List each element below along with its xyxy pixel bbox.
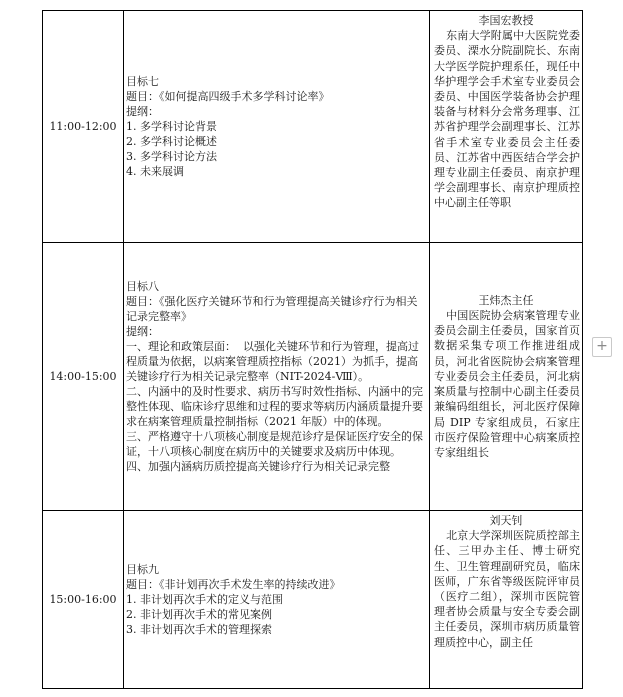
topic-line: 目标八 — [126, 280, 159, 293]
speaker-cell — [430, 11, 583, 243]
topic-cell — [124, 243, 430, 511]
topic-line: 一、理论和政策层面： 以强化关键环节和行为管理，提高过程质量为依据，以病案管理质控指标（2021）为抓手，提高关键诊疗行为相关记录完整率（NIT-2024-Ⅷ）。 — [126, 340, 419, 383]
topic-cell — [124, 511, 430, 689]
topic-line: 2. 非计划再次手术的常见案例 — [126, 608, 272, 621]
topic-line: 3. 多学科讨论方法 — [126, 150, 217, 163]
table-row — [43, 11, 583, 243]
topic-line: 4. 未来展调 — [126, 165, 184, 178]
topic-line: 提纲： — [126, 105, 159, 118]
time-cell: 14:00-15:00 — [43, 243, 124, 511]
topic-line: 1. 非计划再次手术的定义与范围 — [126, 593, 283, 606]
speaker-bio: 北京大学深圳医院质控部主任、三甲办主任、博士研究生、卫生管理副研究员，临床医师，广东省等级医院评审员（医疗二组），深圳市医院管理者协会质量与安全专委会副主任委员，深圳市病历质量管理质控中心，副主任 — [434, 529, 580, 649]
topic-line: 2. 多学科讨论概述 — [126, 135, 217, 148]
topic-lines — [126, 277, 427, 476]
speaker-bio: 中国医院协会病案管理专业委员会副主任委员，国家首页数据采集专项工作推进组成员，河北省医院协会病案管理专业委员会主任委员，河北病案质量与控制中心副主任委员兼编码组组长，河北医疗保障局 DIP 专家组成员，石家庄市医疗保险管理中心病案质控专家组组长 — [434, 309, 580, 459]
topic-line: 提纲： — [126, 325, 159, 338]
table-row — [43, 243, 583, 511]
table-row — [43, 511, 583, 689]
topic-line: 目标九 — [126, 563, 159, 576]
topic-line: 题目：《如何提高四级手术多学科讨论率》 — [126, 90, 330, 103]
speaker-name: 李国宏教授 — [478, 14, 534, 27]
topic-line: 1. 多学科讨论背景 — [126, 120, 217, 133]
topic-line: 题目：《非计划再次手术发生率的持续改进》 — [126, 578, 341, 591]
speaker-name: 王炜杰主任 — [478, 293, 534, 307]
speaker-bio: 东南大学附属中大医院党委委员、溧水分院副院长、东南大学医学院护理系任，现任中华护理学会手术室专业委员会委员、中国医学装备协会护理装备与材料分会常务理事、江苏省护理学会副理事长、江苏省手术室专业委员会主任委员、江苏省中西医结合学会护理专业副主任委员、南京护理学会副理事长、南京护理质控中心副主任等职 — [434, 29, 580, 210]
topic-lines — [126, 560, 427, 639]
topic-line: 题目：《强化医疗关键环节和行为管理提高关键诊疗行为相关记录完整率》 — [126, 295, 418, 323]
topic-line: 3. 非计划再次手术的管理探索 — [126, 623, 272, 636]
topic-line: 目标七 — [126, 75, 159, 88]
schedule-table — [42, 10, 583, 689]
topic-cell — [124, 11, 430, 243]
speaker-name: 刘天钊 — [489, 514, 523, 527]
topic-line: 四、加强内涵病历质控提高关键诊疗行为相关记录完整 — [126, 460, 390, 473]
topic-line: 二、内涵中的及时性要求、病历书写时效性指标、内涵中的完整性体现、临床诊疗思维和过程的要求等病历内涵质量提升要求在病案管理质量控制指标（2021 年版）中的体现。 — [126, 385, 423, 428]
topic-line: 三、严格遵守十八项核心制度是规范诊疗是保证医疗安全的保证，十八项核心制度在病历中的关键要求及病历中体现。 — [126, 430, 423, 458]
speaker-cell — [430, 243, 583, 511]
add-row-button[interactable]: + — [592, 337, 612, 357]
speaker-cell — [430, 511, 583, 689]
time-cell: 15:00-16:00 — [43, 511, 124, 689]
topic-lines — [126, 72, 427, 181]
time-cell: 11:00-12:00 — [43, 11, 124, 243]
